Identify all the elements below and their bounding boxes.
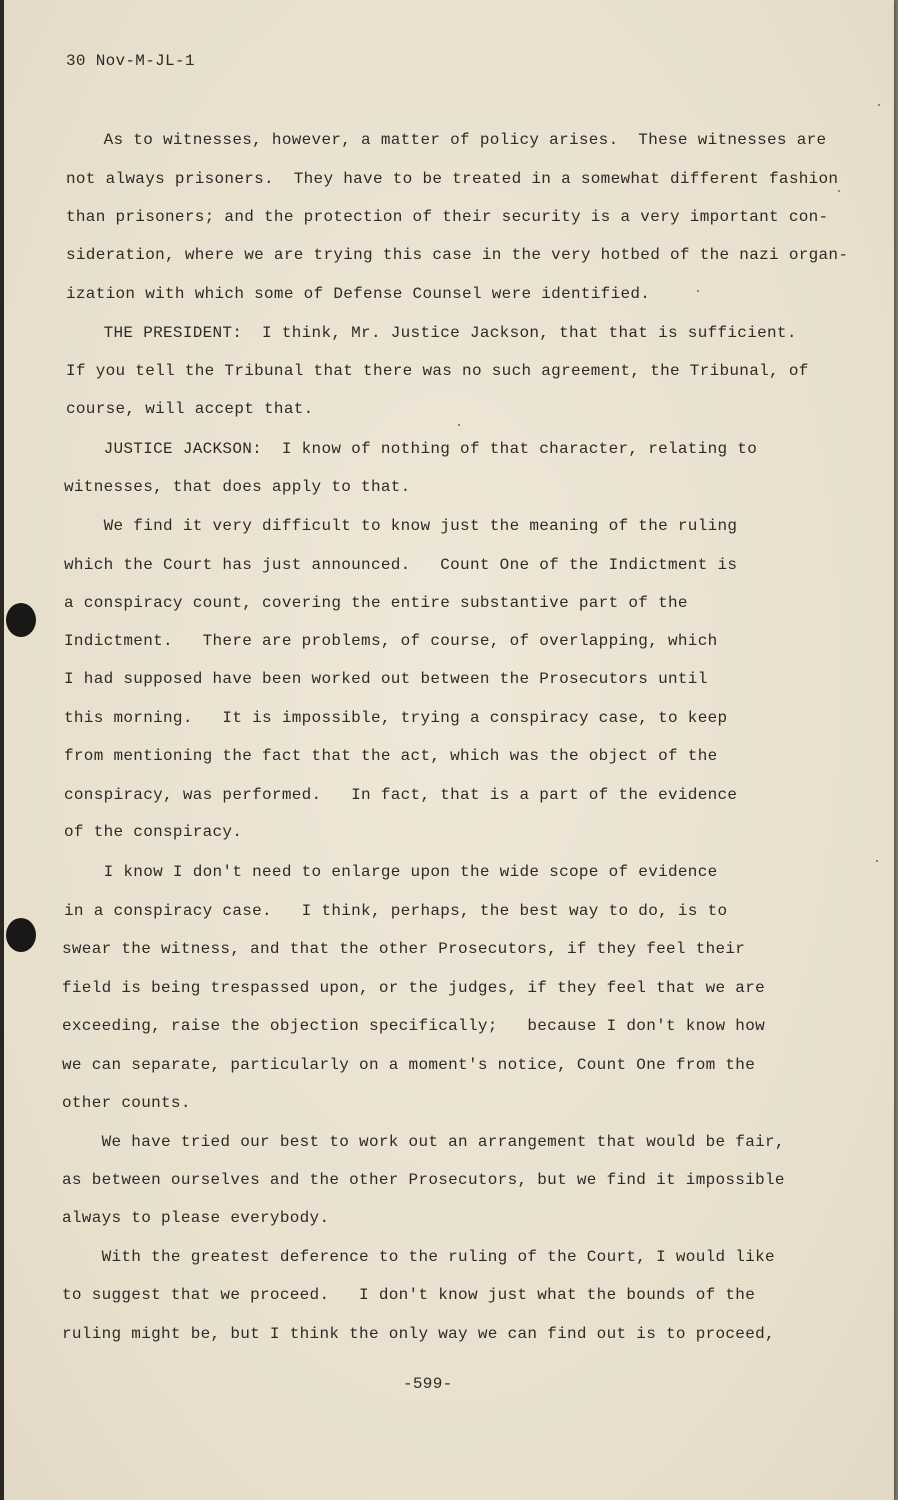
text-line: than prisoners; and the protection of their security is a very important con- bbox=[66, 208, 829, 226]
text-line: swear the witness, and that the other Prosecutors, if they feel their bbox=[62, 940, 746, 958]
text-line: a conspiracy count, covering the entire substantive part of the bbox=[64, 594, 688, 612]
text-line: we can separate, particularly on a moment's notice, Count One from the bbox=[62, 1056, 756, 1074]
paper-speck bbox=[878, 104, 880, 106]
text-line: to suggest that we proceed. I don't know just what the bounds of the bbox=[62, 1286, 756, 1304]
text-line: field is being trespassed upon, or the judges, if they feel that we are bbox=[62, 979, 766, 997]
paper-speck bbox=[876, 860, 878, 862]
text-line: which the Court has just announced. Count One of the Indictment is bbox=[64, 556, 738, 574]
text-line: of the conspiracy. bbox=[64, 823, 243, 841]
text-line: JUSTICE JACKSON: I know of nothing of that character, relating to bbox=[64, 440, 758, 458]
text-line: ruling might be, but I think the only way we can find out is to proceed, bbox=[62, 1325, 775, 1343]
text-line: course, will accept that. bbox=[66, 400, 314, 418]
text-line: We have tried our best to work out an arrangement that would be fair, bbox=[62, 1133, 785, 1151]
paper-speck bbox=[697, 290, 699, 292]
text-line: Indictment. There are problems, of course, of overlapping, which bbox=[64, 632, 718, 650]
text-line: I know I don't need to enlarge upon the wide scope of evidence bbox=[64, 863, 718, 881]
text-line: other counts. bbox=[62, 1094, 191, 1112]
text-line: We find it very difficult to know just the meaning of the ruling bbox=[64, 517, 738, 535]
text-line: THE PRESIDENT: I think, Mr. Justice Jackson, that that is sufficient. bbox=[64, 324, 797, 342]
text-line: I had supposed have been worked out between the Prosecutors until bbox=[64, 670, 708, 688]
text-line: this morning. It is impossible, trying a conspiracy case, to keep bbox=[64, 709, 728, 727]
page-number: -599- bbox=[403, 1375, 453, 1393]
text-line: exceeding, raise the objection specifically; because I don't know how bbox=[62, 1017, 766, 1035]
paper-speck bbox=[838, 190, 840, 192]
text-line: If you tell the Tribunal that there was no such agreement, the Tribunal, of bbox=[66, 362, 809, 380]
punch-hole-lower bbox=[6, 918, 36, 952]
text-line: always to please everybody. bbox=[62, 1209, 330, 1227]
text-line: As to witnesses, however, a matter of policy arises. These witnesses are bbox=[64, 131, 827, 149]
text-line: ization with which some of Defense Counsel were identified. bbox=[66, 285, 651, 303]
punch-hole-upper bbox=[6, 603, 36, 637]
paper-speck bbox=[458, 424, 460, 426]
text-line: With the greatest deference to the ruling of the Court, I would like bbox=[62, 1248, 775, 1266]
text-line: in a conspiracy case. I think, perhaps, the best way to do, is to bbox=[64, 902, 728, 920]
text-line: conspiracy, was performed. In fact, that is a part of the evidence bbox=[64, 786, 738, 804]
text-line: from mentioning the fact that the act, which was the object of the bbox=[64, 747, 718, 765]
text-line: not always prisoners. They have to be treated in a somewhat different fashion bbox=[66, 170, 839, 188]
page-left-edge bbox=[0, 0, 4, 1500]
text-line: witnesses, that does apply to that. bbox=[64, 478, 411, 496]
text-line: sideration, where we are trying this case in the very hotbed of the nazi organ- bbox=[66, 246, 849, 264]
page-header: 30 Nov-M-JL-1 bbox=[66, 52, 195, 70]
text-line: as between ourselves and the other Prosecutors, but we find it impossible bbox=[62, 1171, 785, 1189]
